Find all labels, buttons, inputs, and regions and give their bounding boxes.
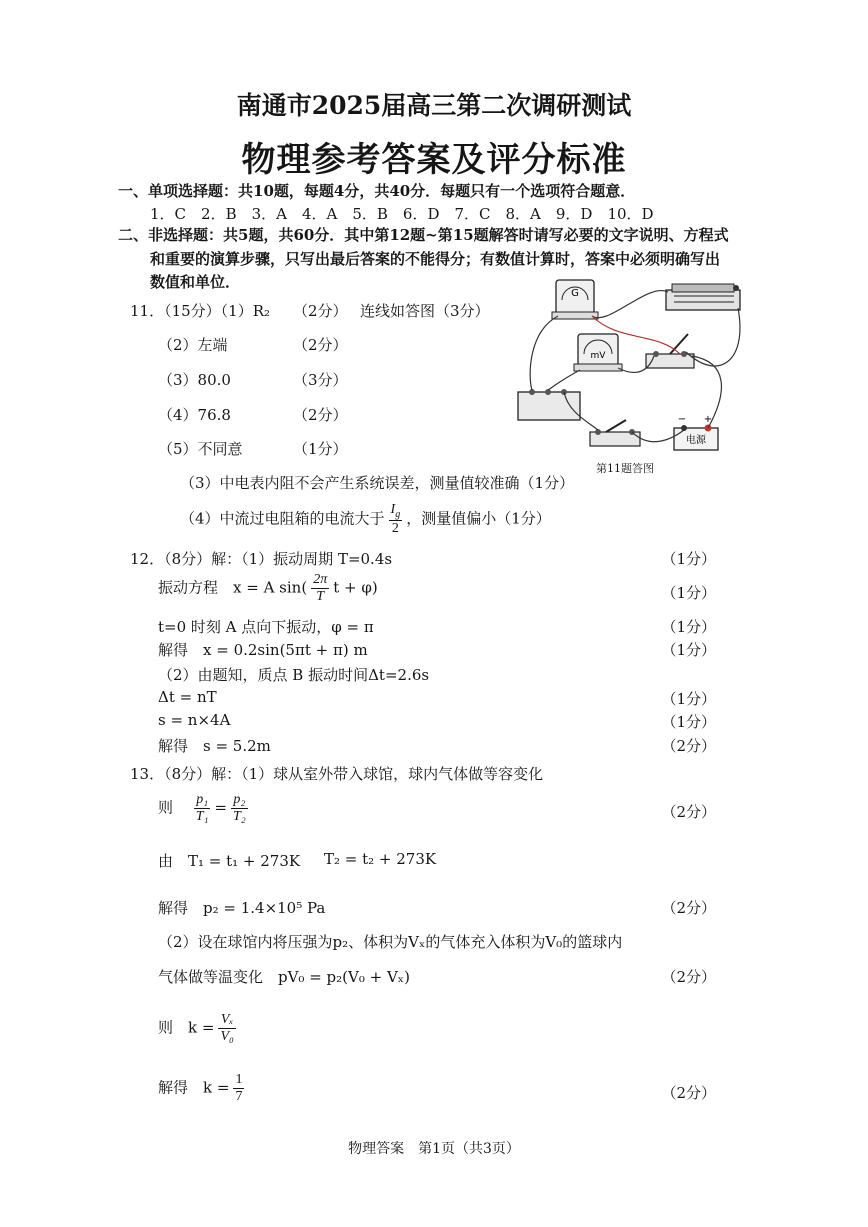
q11-line-4: （4）76.8: [158, 406, 231, 424]
q13-line-3b: T₂ = t₂ + 273K: [324, 850, 437, 868]
q11-line-5: （5）不同意: [158, 440, 243, 458]
q11-remark-2-b: ，测量值偏小（1分）: [406, 509, 551, 528]
circuit-diagram: [508, 272, 753, 472]
fraction-1-denominator: 7: [235, 1089, 243, 1105]
q12-points-6: （1分）: [661, 690, 716, 708]
q13-line-3a: 由 T₁ = t₁ + 273K: [158, 852, 301, 870]
q11-points-4: （2分）: [293, 406, 348, 424]
fraction-ig-numerator: I: [390, 502, 396, 517]
q13-line-5: （2）设在球馆内将压强为p₂、体积为Vₓ的气体充入体积为V₀的篮球内: [158, 933, 623, 951]
meter-mv-label: mV: [590, 351, 606, 361]
answer-key-title: 物理参考答案及评分标准: [241, 140, 627, 180]
fraction-p1-numerator: p₁: [194, 792, 211, 809]
q12-line-2: [158, 572, 378, 605]
fraction-2pi-over-t: [311, 572, 329, 605]
q13-points-8: （2分）: [661, 1084, 716, 1102]
fraction-ig-denominator: 2: [391, 521, 399, 537]
q13-line-1: 13．（8分）解：（1）球从室外带入球馆，球内气体做等容变化: [130, 765, 544, 783]
q13-line-2: [158, 792, 252, 825]
q11-remark-2-a: （4）中流过电阻箱的电流大于: [180, 509, 385, 528]
fraction-p1-denominator: T₁: [195, 809, 209, 825]
q11-points-3: （3分）: [293, 371, 348, 389]
q12-points-2: （1分）: [661, 584, 716, 602]
fraction-p2-numerator: p₂: [231, 792, 248, 809]
fraction-vx-over-v0: [218, 1012, 235, 1045]
fraction-p1-over-t1: [194, 792, 211, 825]
fraction-vx-denominator: V₀: [220, 1029, 234, 1045]
q12-line-4: 解得 x = 0.2sin(5πt + π) m: [158, 641, 368, 659]
q12-points-7: （1分）: [661, 713, 716, 731]
fraction-p2-denominator: T₂: [233, 809, 246, 825]
q13-points-4: （2分）: [661, 899, 716, 917]
part1-answers: 1．C 2．B 3．A 4．A 5．B 6．D 7．C 8．A 9．D 10．D: [150, 205, 654, 223]
galvanometer-icon: [552, 280, 598, 319]
q11-remark-2: [180, 502, 551, 537]
q13-line-2-a: 则: [158, 798, 174, 817]
fraction-2pi-denominator: T: [316, 589, 325, 605]
q12-line-7: s = n×4A: [158, 711, 231, 729]
q11-points-5: （1分）: [293, 440, 348, 458]
q11-wiring: 连线如答图（3分）: [360, 302, 490, 320]
q12-points-8: （2分）: [661, 737, 716, 755]
part2-heading-line1: 二、非选择题：共5题，共60分．其中第12题~第15题解答时请写必要的文字说明、方程式: [118, 226, 729, 244]
q11-line-3: （3）80.0: [158, 371, 231, 389]
q12-points-3: （1分）: [661, 618, 716, 636]
part2-heading-line2: 和重要的演算步骤，只写出最后答案的不能得分；有数值计算时，答案中必须明确写出: [150, 250, 721, 268]
q11-remark-1: （3）中电表内阻不会产生系统误差，测量值较准确（1分）: [180, 474, 575, 492]
q13-points-6: （2分）: [661, 968, 716, 986]
q13-line-7: [158, 1012, 240, 1045]
figure-caption: 第11题答图: [596, 462, 654, 475]
switch-icon: [646, 334, 694, 368]
q11-points-2: （2分）: [293, 336, 348, 354]
q11-points-1: （2分）: [293, 302, 348, 320]
fraction-2pi-numerator: 2π: [311, 572, 329, 589]
part1-heading: 一、单项选择题：共10题，每题4分，共40分．每题只有一个选项符合题意．: [118, 182, 636, 200]
fraction-p2-over-t2: [231, 792, 248, 825]
q13-line-6: 气体做等温变化 pV₀ = p₂(V₀ + Vₓ): [158, 968, 411, 986]
q12-line-5: （2）由题知，质点 B 振动时间Δt=2.6s: [158, 666, 430, 684]
page-footer: 物理答案 第1页（共3页）: [348, 1141, 520, 1157]
exam-title: 南通市2025届高三第二次调研测试: [236, 91, 632, 120]
q12-line-6: Δt = nT: [158, 688, 217, 706]
q12-points-1: （1分）: [661, 550, 716, 568]
q12-line-3: t=0 时刻 A 点向下振动，φ = π: [158, 618, 374, 636]
q11-line-2: （2）左端: [158, 336, 228, 354]
fraction-vx-numerator: Vₓ: [218, 1012, 235, 1029]
q13-line-8-a: 解得 k =: [158, 1078, 230, 1097]
fraction-1-over-7: [233, 1072, 244, 1105]
q13-line-7-a: 则 k =: [158, 1018, 215, 1037]
fraction-ig-subscript: g: [395, 508, 401, 520]
q13-points-2: （2分）: [661, 803, 716, 821]
part2-heading-line3: 数值和单位．: [150, 273, 241, 291]
resistance-box-icon: [666, 284, 740, 310]
q12-line-8: 解得 s = 5.2m: [158, 737, 271, 755]
q13-line-8: [158, 1072, 248, 1105]
fraction-1-numerator: 1: [233, 1072, 244, 1089]
minus-label: −: [677, 414, 687, 425]
meter-g-label: G: [571, 288, 579, 299]
q12-points-4: （1分）: [661, 641, 716, 659]
q13-line-4: 解得 p₂ = 1.4×10⁵ Pa: [158, 899, 326, 917]
power-label: 电源: [686, 435, 706, 446]
q12-line-2-b: t + φ): [333, 578, 378, 597]
plus-label: +: [703, 414, 713, 425]
q11-head: 11．（15分）（1）R₂: [130, 302, 271, 320]
battery-box-icon: [518, 389, 580, 420]
q12-line-2-a: 振动方程 x = A sin(: [158, 578, 308, 597]
equals-sign: =: [214, 798, 228, 817]
millivoltmeter-icon: [574, 334, 622, 371]
fraction-ig-over-2: [389, 502, 403, 537]
q12-line-1: 12．（8分）解：（1）振动周期 T=0.4s: [130, 550, 393, 568]
